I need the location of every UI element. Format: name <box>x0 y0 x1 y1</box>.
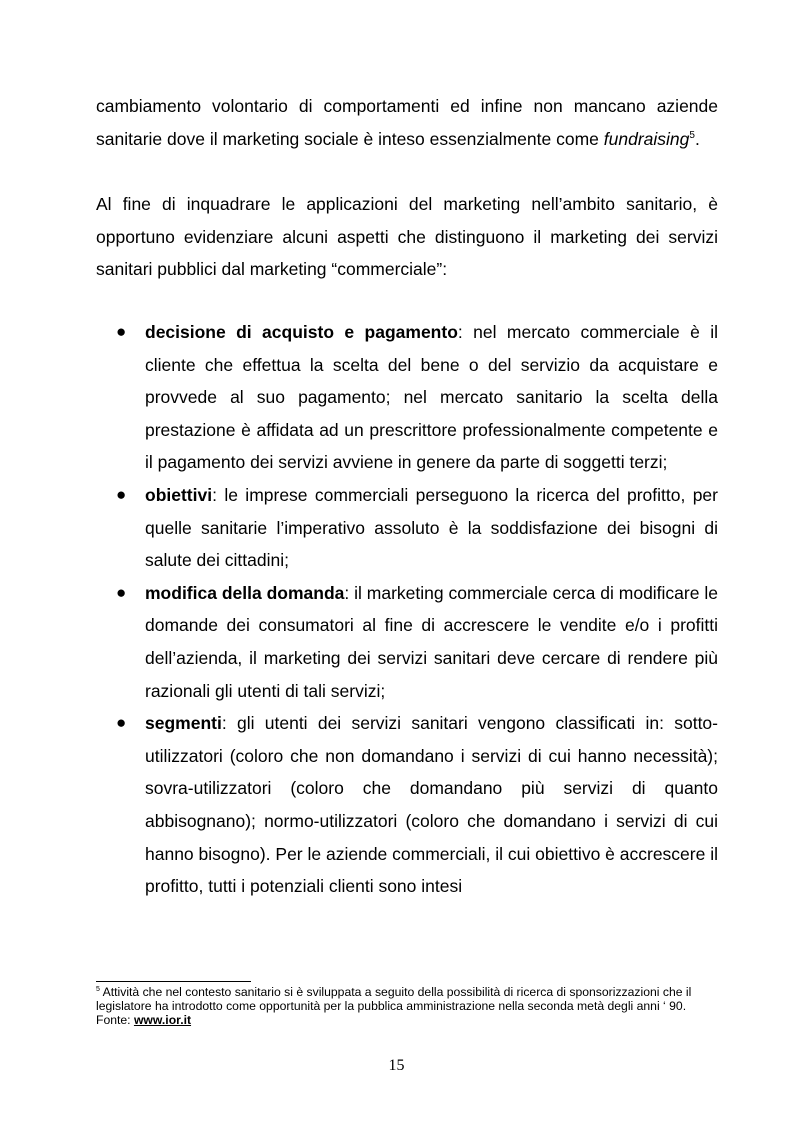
paragraph-1 <box>96 90 718 155</box>
list-item <box>96 316 718 479</box>
footnote <box>96 985 721 1028</box>
bullet-icon: ● <box>116 582 127 602</box>
bullet-icon: ● <box>116 713 127 733</box>
bullet-term: obiettivi <box>145 484 213 505</box>
bullet-icon: ● <box>116 322 127 341</box>
footnote-source-link[interactable]: www.ior.it <box>133 1013 192 1028</box>
paragraph-1-text: cambiamento volontario di comportamenti ed infine non mancano aziende sanitarie dove il marketing sociale è inteso essenzialmente come <box>96 96 718 149</box>
list-item <box>96 707 718 903</box>
footnote-text: Attività che nel contesto sanitario si è sviluppata a seguito della possibilità di ricerca di sponsorizzazioni che il legislatore ha introdotto come opportunità per la pubblica amministrazione nella seconda metà degli anni ‘ 90. <box>96 985 692 1014</box>
list-item <box>96 577 718 707</box>
footnote-number: 5 <box>96 985 100 993</box>
bullet-term: segmenti <box>145 713 222 734</box>
footnote-reference[interactable]: 5 <box>689 129 695 141</box>
footnote-source-label: Fonte: <box>96 1013 134 1028</box>
paragraph-2: Al fine di inquadrare le applicazioni del marketing nell’ambito sanitario, è opportuno evidenziare alcuni aspetti che distinguono il marketing dei servizi sanitari pubblici dal marketing “commerciale”: <box>96 194 718 280</box>
bullet-text: : le imprese commerciali perseguono la ricerca del profitto, per quelle sanitarie l’imperativo assoluto è la soddisfazione dei bisogni di salute dei cittadini; <box>145 484 718 571</box>
distinctions-list <box>96 316 718 903</box>
bullet-text: : gli utenti dei servizi sanitari vengono classificati in: sotto-utilizzatori (coloro che non domandano i servizi di cui hanno necessità); sovra-utilizzatori (coloro che domandano più servizi di quanto abbisognano); normo-utilizzatori (coloro che domandano i servizi di cui hanno bisogno). Per le aziende commerciali, il cui obiettivo è accrescere il profitto, tutti i potenziali clienti sono intesi <box>145 713 718 897</box>
page-number: 15 <box>388 1057 405 1074</box>
list-item <box>96 479 718 577</box>
bullet-text: : nel mercato commerciale è il cliente che effettua la scelta del bene o del servizio da acquistare e provvede al suo pagamento; nel mercato sanitario la scelta della prestazione è affidata ad un prescrittore professionalmente competente e il pagamento dei servizi avviene in genere da parte di soggetti terzi; <box>145 322 718 473</box>
bullet-text: : il marketing commerciale cerca di modificare le domande dei consumatori al fine di accrescere le vendite e/o i profitti dell’azienda, il marketing dei servizi sanitari deve cercare di rendere più razionali gli utenti di tali servizi; <box>145 582 718 701</box>
fundraising-term: fundraising <box>603 128 690 149</box>
paragraph-1-end: . <box>694 128 700 149</box>
bullet-icon: ● <box>116 484 127 504</box>
bullet-term: decisione di acquisto e pagamento <box>145 322 458 342</box>
footnote-divider <box>96 981 251 982</box>
bullet-term: modifica della domanda <box>145 582 345 603</box>
